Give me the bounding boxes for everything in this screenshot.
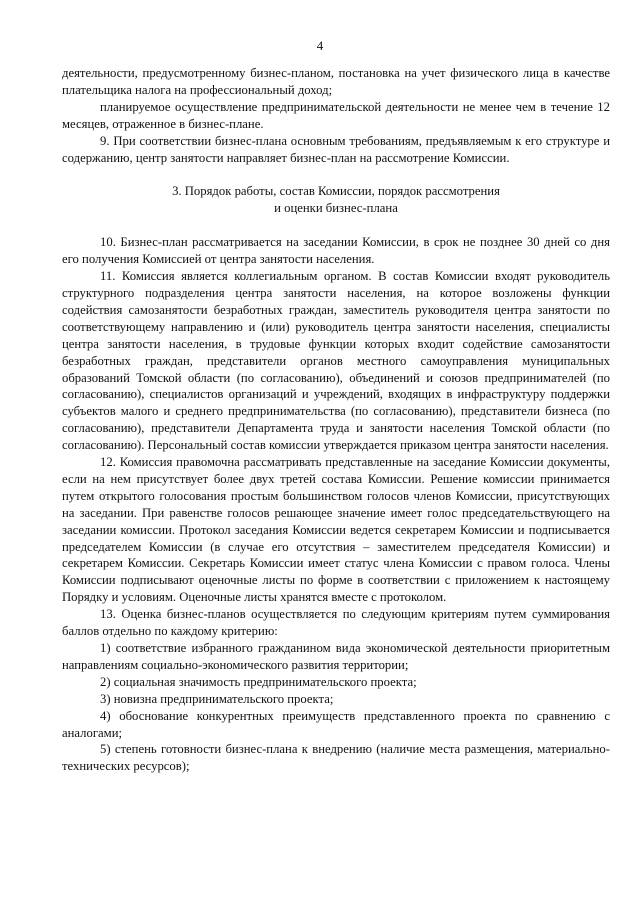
page-number: 4 xyxy=(316,38,324,53)
paragraph-13: 13. Оценка бизнес-планов осуществляется по следующим критериям путем суммирования баллов отдельно по каждому критерию: xyxy=(62,607,610,639)
paragraph-12: 12. Комиссия правомочна рассматривать представленные на заседание Комиссии документы, если на нем присутствует более двух третей состава Комиссии. Решение комиссии принимается путем открытого голосования простым большинством голосов членов Комиссии, присутствующих на заседании. При равенстве голосов решающее значение имеет голос председательствующего на заседании комиссии. Протокол заседания Комиссии ведется секретарем Комиссии и подписывается председателем Комиссии (в случае его отсутствия – заместителем председателя Комиссии) и секретарем Комиссии. Секретарь Комиссии имеет статус члена Комиссии с правом голоса. Члены Комиссии подписывают оценочные листы по форме в соответствии с приложением к настоящему Порядку и условиям. Оценочные листы хранятся вместе с протоколом. xyxy=(62,455,610,605)
criterion-1: 1) соответствие избранного гражданином вида экономической деятельности приоритетным направлениям социально-экономического развития территории; xyxy=(62,641,610,672)
paragraph-continuation: деятельности, предусмотренному бизнес-планом, постановка на учет физического лица в качестве плательщика налога на профессиональный доход; xyxy=(62,66,610,97)
criterion-5: 5) степень готовности бизнес-плана к внедрению (наличие места размещения, материально-технических ресурсов); xyxy=(62,742,610,774)
section-title-line-2: и оценки бизнес-плана xyxy=(274,201,398,216)
paragraph-planned-activity: планируемое осуществление предпринимательской деятельности не менее чем в течение 12 месяцев, отраженное в бизнес-плане. xyxy=(62,99,610,131)
paragraph-10: 10. Бизнес-план рассматривается на заседании Комиссии, в срок не позднее 30 дней со дня его получения Комиссией от центра занятости населения. xyxy=(62,235,610,267)
criterion-2: 2) социальная значимость предпринимательского проекта; xyxy=(100,674,417,689)
section-title xyxy=(62,183,610,217)
paragraph-9: 9. При соответствии бизнес-плана основным требованиям, предъявляемым к его структуре и содержанию, центр занятости направляет бизнес-план на рассмотрение Комиссии. xyxy=(62,133,610,165)
document-body xyxy=(62,65,610,775)
criterion-3: 3) новизна предпринимательского проекта; xyxy=(100,691,334,706)
paragraph-11: 11. Комиссия является коллегиальным органом. В состав Комиссии входят руководитель структурного подразделения центра занятости населения, на которое возложены функции содействия самозанятости безработных граждан, заместитель руководителя центра занятости по соответствующему направлению и (или) руководитель центра занятости населения, специалисты центра занятости населения, в трудовые функции которых входит содействие самозанятости безработных граждан, представители органов местного самоуправления муниципальных образований Томской области (по согласованию), объединений и союзов предпринимателей (по согласованию), специалистов организаций и учреждений, входящих в инфраструктуру поддержки субъектов малого и среднего предпринимательства (по согласованию), представители бизнеса (по согласованию), представители Департамента труда и занятости населения Томской области (по согласованию). Персональный состав комиссии утверждается приказом центра занятости населения. xyxy=(62,269,610,453)
criterion-4: 4) обоснование конкурентных преимуществ представленного проекта по сравнению с аналогами; xyxy=(62,708,610,740)
section-title-line-1: 3. Порядок работы, состав Комиссии, порядок рассмотрения xyxy=(172,184,500,199)
